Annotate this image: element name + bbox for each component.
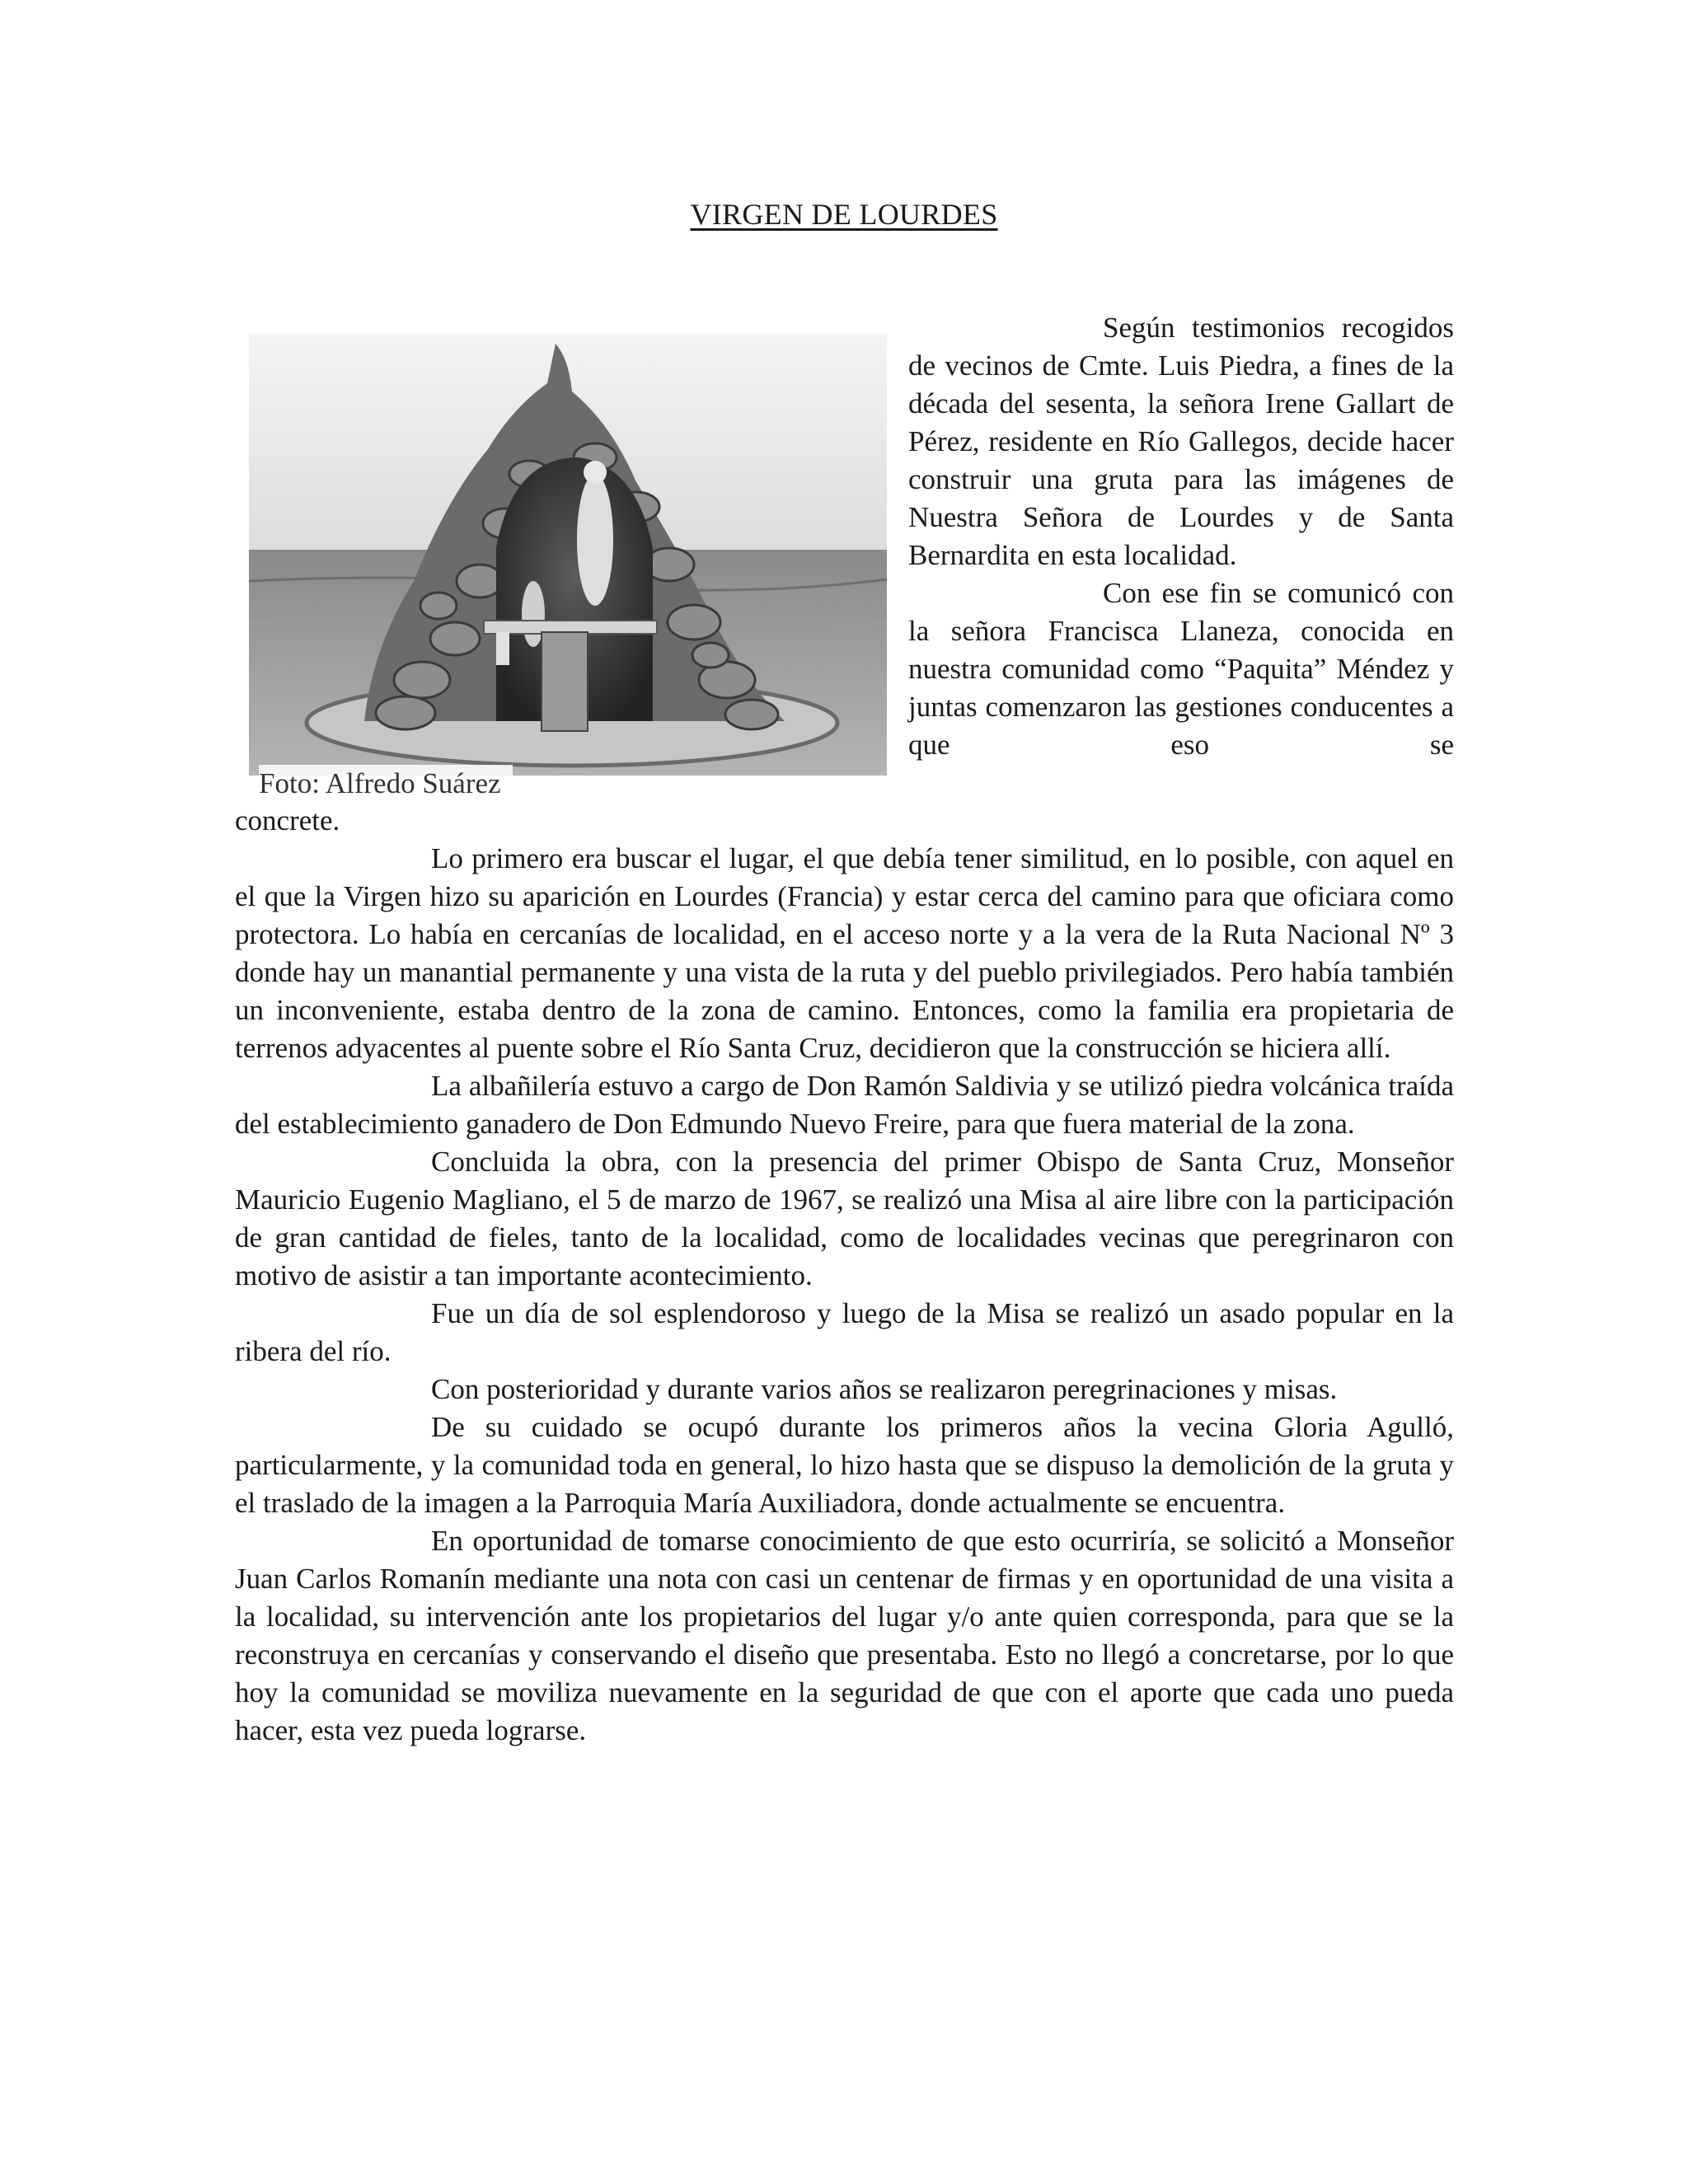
intro-paragraph-2: Con ese fin se comunicó con la señora Francisca Llaneza, conocida en nuestra comunidad como “Paquita” Méndez y juntas comenzaron las gestiones conducentes a que eso se <box>908 577 1454 761</box>
body-paragraph-1: Lo primero era buscar el lugar, el que debía tener similitud, en lo posible, con aquel en el que la Virgen hizo su aparición en Lourdes (Francia) y estar cerca del camino para que oficiara como protectora. Lo había en cercanías de localidad, en el acceso norte y a la vera de la Ruta Nacional Nº 3 donde hay un manantial permanente y una vista de la ruta y del pueblo privilegiados. Pero había también un inconveniente, estaba dentro de la zona de camino. Entonces, como la familia era propietaria de terrenos adyacentes al puente sobre el Río Santa Cruz, decidieron que la construcción se hiciera allí. <box>235 842 1454 1064</box>
intro-continuation: concrete. <box>235 804 340 837</box>
intro-column <box>908 309 1454 764</box>
body-paragraph-4: Fue un día de sol esplendoroso y luego de la Misa se realizó un asado popular en la ribera del río. <box>235 1297 1454 1367</box>
grotto-photo <box>249 334 887 776</box>
body-text <box>235 802 1454 1750</box>
photo-caption: Foto: Alfredo Suárez <box>259 765 513 803</box>
intro-paragraph-1: Según testimonios recogidos de vecinos de Cmte. Luis Piedra, a fines de la década del sesenta, la señora Irene Gallart de Pérez, residente en Río Gallegos, decide hacer construir una gruta para las imágenes de Nuestra Señora de Lourdes y de Santa Bernardita en esta localidad. <box>908 312 1454 571</box>
body-paragraph-3: Concluida la obra, con la presencia del primer Obispo de Santa Cruz, Monseñor Mauricio Eugenio Magliano, el 5 de marzo de 1967, se realizó una Misa al aire libre con la participación de gran cantidad de fieles, tanto de la localidad, como de localidades vecinas que peregrinaron con motivo de asistir a tan importante acontecimiento. <box>235 1146 1454 1291</box>
body-paragraph-5: Con posterioridad y durante varios años se realizaron peregrinaciones y misas. <box>431 1373 1338 1405</box>
body-paragraph-7: En oportunidad de tomarse conocimiento de que esto ocurriría, se solicitó a Monseñor Juan Carlos Romanín mediante una nota con casi un centenar de firmas y en oportunidad de una visita a la localidad, su intervención ante los propietarios del lugar y/o ante quien corresponda, para que se la reconstruya en cercanías y conservando el diseño que presentaba. Esto no llegó a concretarse, por lo que hoy la comunidad se moviliza nuevamente en la seguridad de que con el aporte que cada uno pueda hacer, esta vez pueda lograrse. <box>235 1525 1454 1746</box>
body-paragraph-6: De su cuidado se ocupó durante los primeros años la vecina Gloria Agulló, particularmente, y la comunidad toda en general, lo hizo hasta que se dispuso la demolición de la gruta y el traslado de la imagen a la Parroquia María Auxiliadora, donde actualmente se encuentra. <box>235 1411 1454 1519</box>
body-paragraph-2: La albañilería estuvo a cargo de Don Ramón Saldivia y se utilizó piedra volcánica traída del establecimiento ganadero de Don Edmundo Nuevo Freire, para que fuera material de la zona. <box>235 1070 1454 1140</box>
document-title: VIRGEN DE LOURDES <box>690 198 998 231</box>
